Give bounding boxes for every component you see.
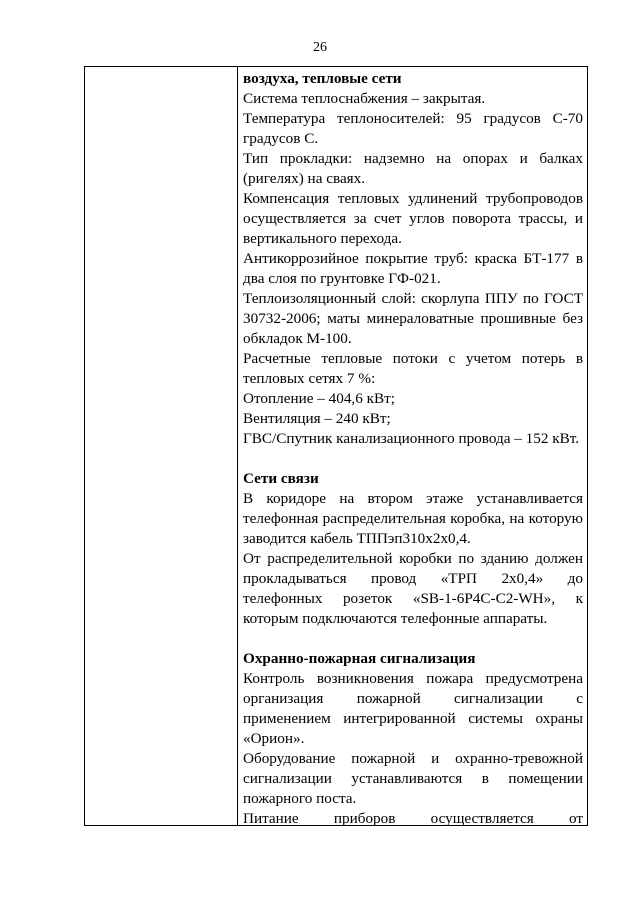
- heating-value-ventilation: Вентиляция – 240 кВт;: [243, 410, 391, 427]
- fire-alarm-power: Питание приборов осуществляется от: [243, 810, 583, 827]
- fire-alarm-equipment: Оборудование пожарной и охранно-тревожной сигнализации устанавливаются в помещении пожарного поста.: [243, 750, 583, 807]
- section-spacer: [243, 449, 583, 469]
- fire-alarm-section-heading: Охранно-пожарная сигнализация: [243, 650, 476, 667]
- document-table: [84, 66, 588, 826]
- heating-heat-flows: Расчетные тепловые потоки с учетом потерь в тепловых сетях 7 %:: [243, 350, 583, 387]
- heating-insulation: Теплоизоляционный слой: скорлупа ППУ по ГОСТ 30732-2006; маты минераловатные прошивные без обкладок М-100.: [243, 290, 583, 347]
- table-right-cell: [238, 67, 587, 825]
- fire-alarm-control: Контроль возникновения пожара предусмотрена организация пожарной сигнализации с применением интегрированной системы охраны «Орион».: [243, 670, 583, 747]
- heating-value-heating: Отопление – 404,6 кВт;: [243, 390, 395, 407]
- section-spacer: [243, 629, 583, 649]
- communications-wiring: От распределительной коробки по зданию должен прокладываться провод «ТРП 2х0,4» до телефонных розеток «SB-1-6Р4С-С2-WH», к которым подключаются телефонные аппараты.: [243, 550, 583, 627]
- page-number: 26: [313, 40, 327, 55]
- heating-compensation: Компенсация тепловых удлинений трубопроводов осуществляется за счет углов поворота трассы, и вертикального перехода.: [243, 190, 583, 247]
- heating-value-hot-water: ГВС/Спутник канализационного провода – 152 кВт.: [243, 430, 580, 447]
- heating-section-heading: воздуха, тепловые сети: [243, 70, 402, 87]
- heating-temperature: Температура теплоносителей: 95 градусов С-70 градусов С.: [243, 110, 583, 147]
- table-left-cell: [85, 67, 238, 825]
- heating-system-type: Система теплоснабжения – закрытая.: [243, 90, 486, 107]
- heating-anticorrosion: Антикоррозийное покрытие труб: краска БТ-177 в два слоя по грунтовке ГФ-021.: [243, 250, 583, 287]
- heating-laying-type: Тип прокладки: надземно на опорах и балках (ригелях) на сваях.: [243, 150, 583, 187]
- communications-section-heading: Сети связи: [243, 470, 319, 487]
- communications-box: В коридоре на втором этаже устанавливается телефонная распределительная коробка, на которую заводится кабель ТППэп310х2х0,4.: [243, 490, 583, 547]
